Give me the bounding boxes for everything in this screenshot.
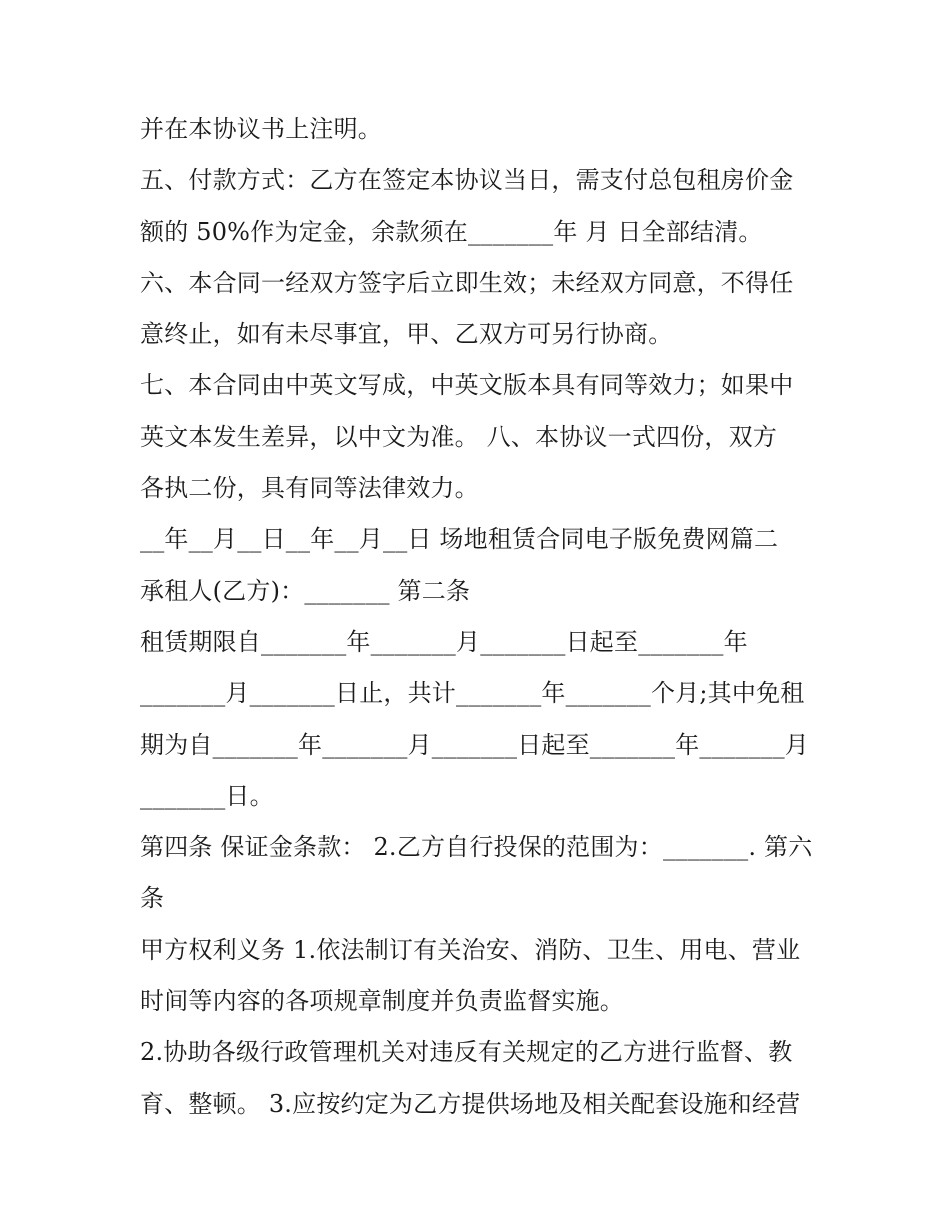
text-line: _______日。	[140, 781, 274, 810]
text-line: 条	[140, 884, 165, 913]
text-line: 育、整顿。 3.应按约定为乙方提供场地及相关配套设施和经营	[140, 1089, 801, 1118]
document-body	[140, 104, 830, 1130]
text-line: 六、本合同一经双方签字后立即生效；未经双方同意，不得任	[140, 268, 794, 297]
text-line: 期为自_______年_______月_______日起至_______年_______月	[140, 730, 809, 759]
text-line: 租赁期限自_______年_______月_______日起至_______年	[140, 627, 748, 656]
text-line: 各执二份，具有同等法律效力。	[140, 474, 479, 503]
text-line: _______月_______日止，共计_______年_______个月;其中免租	[140, 679, 805, 708]
text-line: __年__月__日__年__月__日 场地租赁合同电子版免费网篇二	[140, 525, 779, 554]
text-line: 时间等内容的各项规章制度并负责监督实施。	[140, 987, 624, 1016]
text-line: 2.协助各级行政管理机关对违反有关规定的乙方进行监督、教	[140, 1038, 793, 1067]
text-line: 甲方权利义务 1.依法制订有关治安、消防、卫生、用电、营业	[140, 935, 801, 964]
text-line: 意终止，如有未尽事宜，甲、乙双方可另行协商。	[140, 320, 673, 349]
text-line: 五、付款方式：乙方在签定本协议当日，需支付总包租房价金	[140, 166, 794, 195]
text-line: 额的 50%作为定金，余款须在_______年 月 日全部结清。	[140, 217, 763, 246]
text-line: 英文本发生差异，以中文为准。 八、本协议一式四份，双方	[140, 422, 778, 451]
text-line: 七、本合同由中英文写成，中英文版本具有同等效力；如果中	[140, 371, 794, 400]
text-line: 承租人(乙方)：_______ 第二条	[140, 576, 471, 605]
text-line: 并在本协议书上注明。	[140, 115, 382, 143]
text-line: 第四条 保证金条款： 2.乙方自行投保的范围为：_______. 第六	[140, 833, 813, 862]
